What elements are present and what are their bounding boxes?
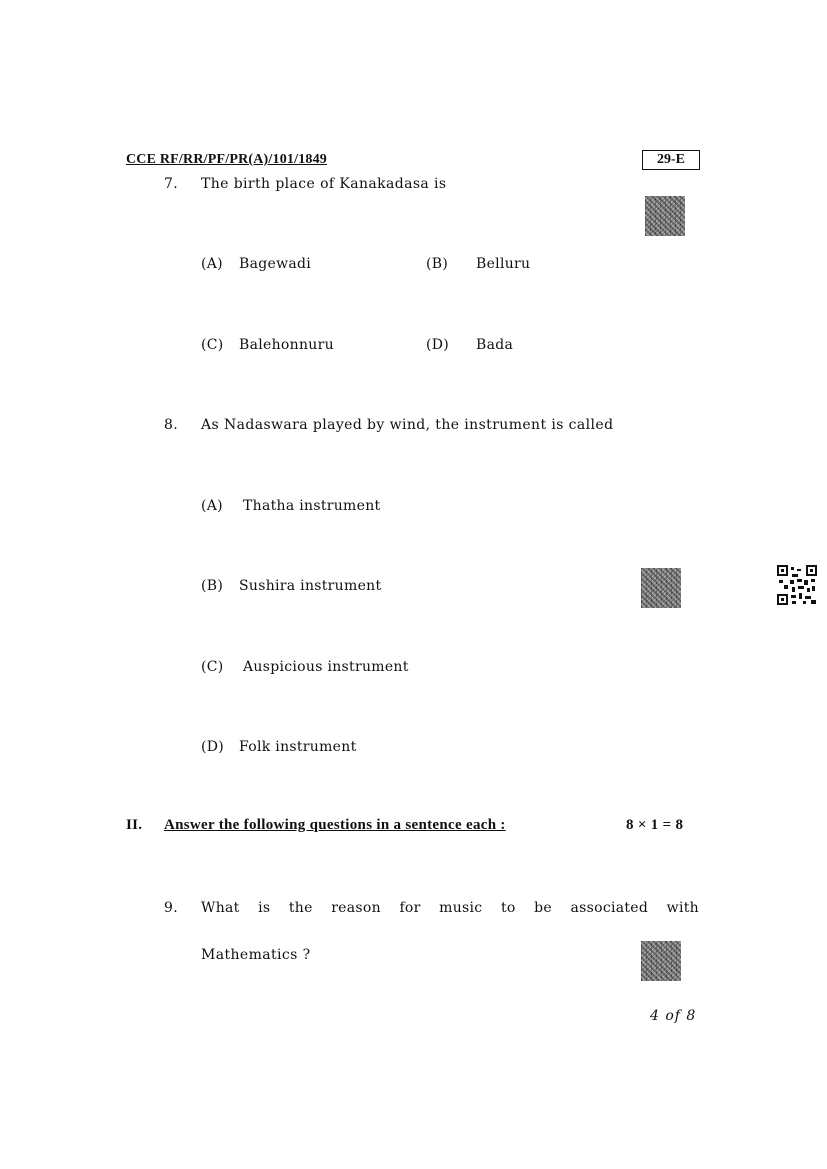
q7-option-c-letter: (C): [201, 337, 224, 353]
q8-option-c-letter: (C): [201, 659, 224, 675]
q7-option-c-text: Balehonnuru: [239, 337, 334, 353]
page-number: 4 of 8: [650, 1008, 697, 1024]
question-7-number: 7.: [164, 176, 179, 192]
q9-word: to: [500, 900, 516, 916]
q7-option-b-text: Belluru: [476, 256, 531, 272]
qr-code-graphic: [777, 565, 817, 605]
q7-option-d-letter: (D): [426, 337, 450, 353]
question-7-text: The birth place of Kanakadasa is: [201, 176, 447, 192]
q9-word: be: [534, 900, 552, 916]
q9-word: is: [258, 900, 271, 916]
q8-option-c-text: Auspicious instrument: [243, 659, 409, 675]
q8-option-d-letter: (D): [201, 739, 225, 755]
question-8-number: 8.: [164, 417, 179, 433]
q9-word: for: [399, 900, 421, 916]
scan-code-image: [645, 196, 685, 236]
q7-option-d-text: Bada: [476, 337, 514, 353]
question-9-number: 9.: [164, 900, 179, 916]
qr-code-image: [777, 565, 817, 605]
scan-code-image: [641, 568, 681, 608]
q7-option-b-letter: (B): [426, 256, 449, 272]
scan-code-image: [641, 941, 681, 981]
q9-word: with: [666, 900, 699, 916]
paper-code-box: 29-E: [642, 150, 700, 170]
question-9-line-2: Mathematics ?: [201, 947, 311, 963]
q8-option-b-text: Sushira instrument: [239, 578, 382, 594]
q9-word: the: [288, 900, 313, 916]
section-title: Answer the following questions in a sentence each :: [164, 817, 506, 833]
section-marks: 8 × 1 = 8: [626, 817, 684, 833]
q8-option-d-text: Folk instrument: [239, 739, 357, 755]
q9-word: What: [201, 900, 240, 916]
q7-option-a-letter: (A): [201, 256, 223, 272]
question-8-text: As Nadaswara played by wind, the instrument is called: [201, 417, 614, 433]
q9-word: music: [439, 900, 483, 916]
q9-word: reason: [331, 900, 381, 916]
q8-option-b-letter: (B): [201, 578, 224, 594]
q8-option-a-text: Thatha instrument: [243, 498, 381, 514]
q8-option-a-letter: (A): [201, 498, 223, 514]
question-9-line-1: [201, 900, 699, 916]
exam-code: CCE RF/RR/PF/PR(A)/101/1849: [126, 152, 327, 167]
section-number: II.: [126, 817, 143, 833]
q9-word: associated: [570, 900, 649, 916]
q7-option-a-text: Bagewadi: [239, 256, 312, 272]
